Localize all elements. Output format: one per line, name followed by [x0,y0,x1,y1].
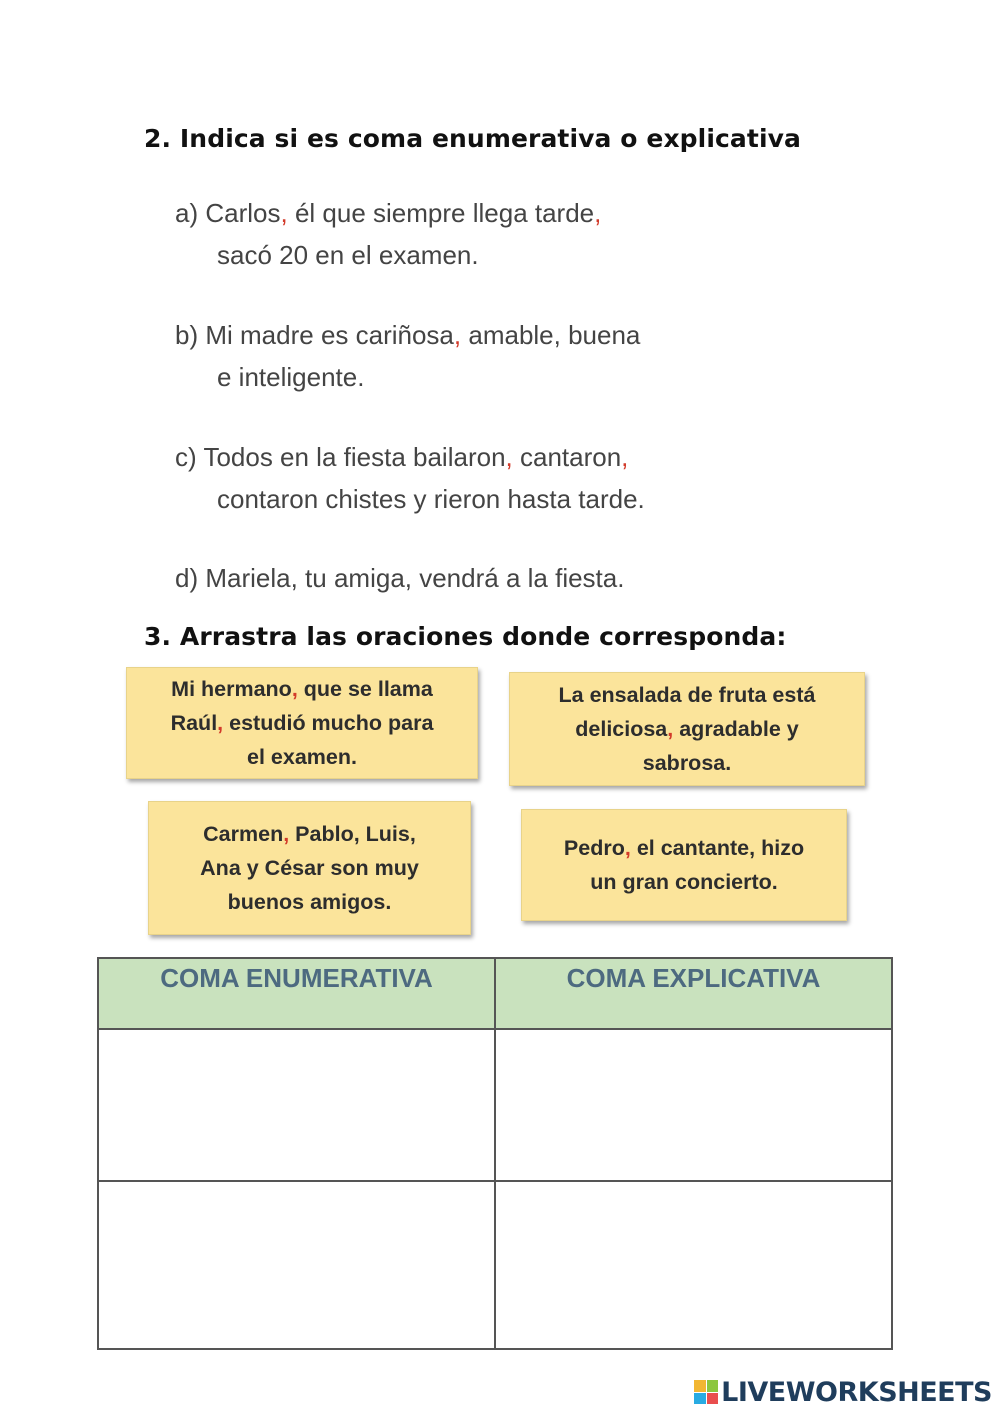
card-line: Carmen, Pablo, Luis, [203,822,416,846]
sentence-text: Mariela, tu amiga, vendrá a la fiesta. [205,563,625,593]
section2-title: 2. Indica si es coma enumerativa o explicativa [144,124,801,153]
drop-zone-enumerativa-1[interactable] [98,1029,495,1181]
comma-mark: , [594,198,602,228]
card-line: sabrosa. [642,751,732,775]
sentence-label: c) [175,442,197,472]
drop-zone-enumerativa-2[interactable] [98,1181,495,1349]
sentence-text: Mi madre es cariñosa [205,320,454,350]
sentence-a [175,192,601,276]
sentence-c [175,436,645,520]
drop-zone-explicativa-1[interactable] [495,1029,892,1181]
draggable-card-1[interactable] [126,667,478,779]
sentence-text: cantaron [512,442,622,472]
sentence-text: Todos en la fiesta bailaron [203,442,506,472]
section3-title: 3. Arrastra las oraciones donde corresponda: [144,622,787,651]
liveworksheets-logo [694,1374,992,1410]
sentence-d [175,557,624,599]
sentence-text: amable, buena [461,320,641,350]
sentence-label: a) [175,198,199,228]
sentence-text: él que siempre llega tarde [287,198,595,228]
drop-zone-explicativa-2[interactable] [495,1181,892,1349]
sentence-line2: contaron chistes y rieron hasta tarde. [217,484,645,514]
comma-mark: , [453,320,462,350]
comma-mark: , [621,442,629,472]
header-coma-enumerativa: COMA ENUMERATIVA [98,958,495,1029]
card-line: Raúl, estudió mucho para [170,711,434,735]
comma-mark: , [280,198,288,228]
liveworksheets-icon [694,1380,718,1404]
comma-mark: , [505,442,513,472]
card-line: deliciosa, agradable y [575,717,799,741]
card-line: Mi hermano, que se llama [171,677,433,701]
card-line: La ensalada de fruta está [558,683,816,707]
header-coma-explicativa: COMA EXPLICATIVA [495,958,892,1029]
draggable-card-3[interactable] [148,801,471,935]
card-line: el examen. [247,745,357,769]
sentence-label: d) [175,563,199,593]
card-line: Ana y César son muy [200,856,419,880]
sentence-line2: e inteligente. [217,362,365,392]
sentence-line2: sacó 20 en el examen. [217,240,479,270]
card-line: buenos amigos. [227,890,392,914]
card-line: un gran concierto. [590,870,778,894]
classification-table [97,957,893,1350]
card-line: Pedro, el cantante, hizo [563,836,805,860]
sentence-label: b) [175,320,199,350]
brand-name: LIVEWORKSHEETS [721,1376,992,1408]
draggable-card-2[interactable] [509,672,865,786]
sentence-b [175,314,640,398]
sentence-text: Carlos [205,198,281,228]
draggable-card-4[interactable] [521,809,847,921]
